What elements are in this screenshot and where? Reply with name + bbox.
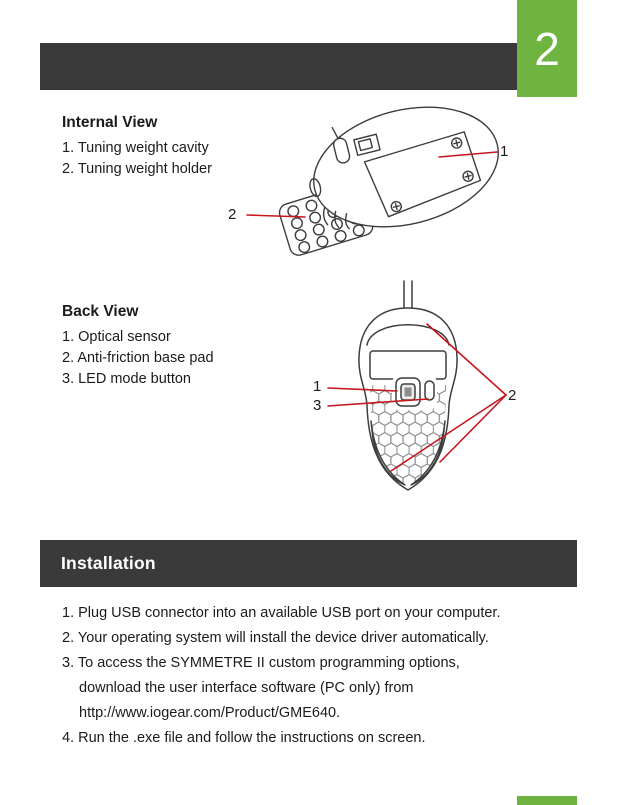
- page-number: 2: [534, 22, 560, 75]
- internal-view-section: [62, 114, 212, 180]
- install-step-3-url: http://www.iogear.com/Product/GME640.: [79, 705, 341, 721]
- install-step-1: 1. Plug USB connector into an available USB port on your computer.: [62, 605, 501, 621]
- internal-view-item-1: 1. Tuning weight cavity: [62, 140, 209, 156]
- callout-label-holder: 2: [228, 206, 237, 223]
- internal-view-title: Internal View: [62, 114, 158, 131]
- section-header-bar: [40, 43, 577, 90]
- back-view-item-1: 1. Optical sensor: [62, 329, 171, 345]
- callout-line-pad-right: [440, 395, 506, 462]
- label-area: [370, 351, 446, 379]
- back-view-item-2: 2. Anti-friction base pad: [62, 350, 214, 366]
- internal-view-illustration: [213, 95, 515, 263]
- install-step-2: 2. Your operating system will install the device driver automatically.: [62, 630, 489, 646]
- callout-label-led: 3: [313, 397, 322, 414]
- internal-view-item-2: 2. Tuning weight holder: [62, 161, 212, 177]
- installation-title: Installation: [61, 553, 156, 573]
- back-view-illustration: [300, 275, 530, 505]
- install-step-3-cont: download the user interface software (PC only) from: [79, 680, 414, 696]
- installation-steps: [62, 601, 574, 751]
- install-step-3: 3. To access the SYMMETRE II custom programming options,: [62, 655, 460, 671]
- install-step-4: 4. Run the .exe file and follow the instructions on screen.: [62, 730, 426, 746]
- callout-label-cavity: 1: [500, 143, 509, 160]
- back-view-section: [62, 303, 214, 390]
- installation-header-bar: [40, 540, 577, 587]
- callout-label-sensor: 1: [313, 378, 322, 395]
- back-view-title: Back View: [62, 303, 139, 320]
- usb-cable: [404, 281, 412, 308]
- callout-label-base-pad: 2: [508, 387, 517, 404]
- back-view-item-3: 3. LED mode button: [62, 371, 191, 387]
- bottom-page-tab: [517, 796, 577, 805]
- page-number-tab: [517, 0, 577, 97]
- led-mode-button: [425, 381, 434, 400]
